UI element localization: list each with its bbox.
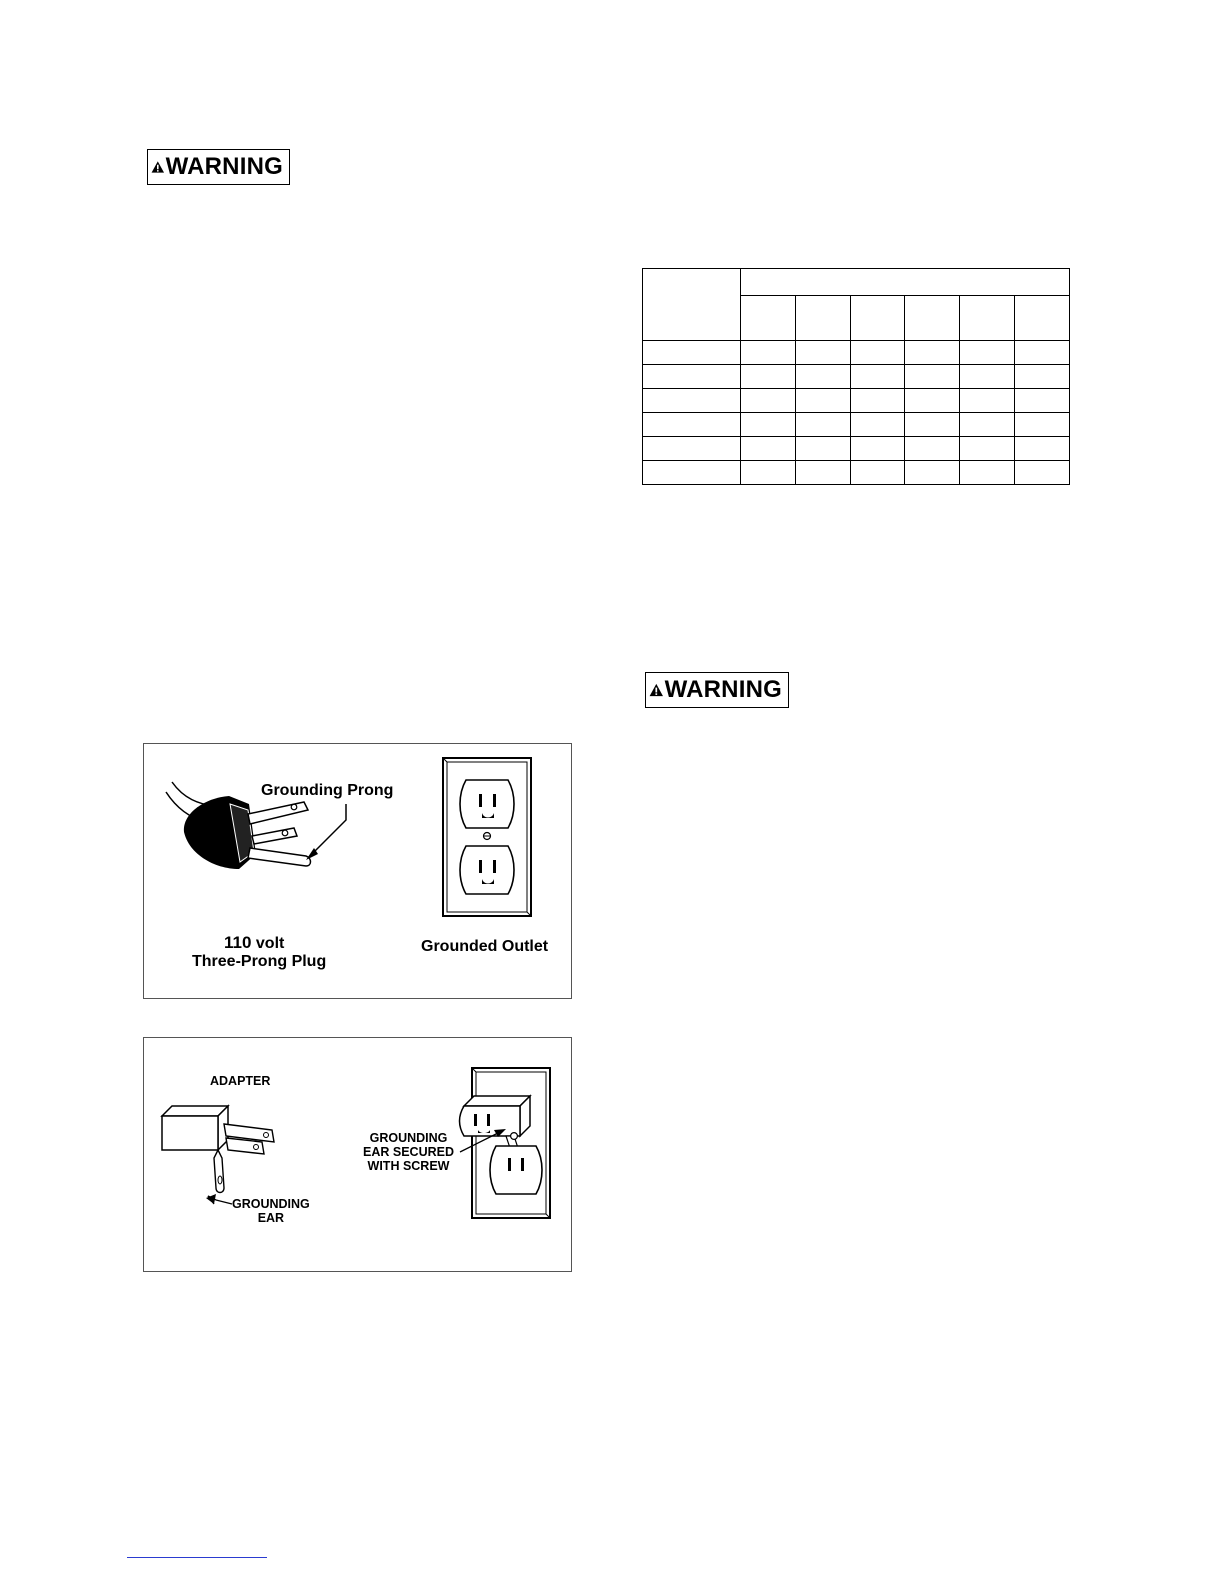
grounding-ear-label xyxy=(232,1197,310,1225)
footer-rule xyxy=(127,1557,267,1558)
plug-outlet-figure xyxy=(143,743,572,999)
table-row xyxy=(643,437,1070,461)
table-header-cell xyxy=(1015,296,1070,341)
adapter-figure xyxy=(143,1037,572,1272)
ear-secured-line: WITH SCREW xyxy=(367,1159,450,1173)
voltage-text xyxy=(224,933,284,953)
table-header-cell xyxy=(960,296,1015,341)
ear-secured-label xyxy=(363,1131,454,1173)
outlet-with-adapter-illustration xyxy=(144,1038,573,1273)
grounding-ear-line: GROUNDING xyxy=(232,1197,310,1211)
table-header-cell xyxy=(905,296,960,341)
table-row xyxy=(643,365,1070,389)
warning-badge xyxy=(645,672,789,708)
warning-label: WARNING xyxy=(165,153,283,180)
table-header-cell xyxy=(741,296,796,341)
warning-triangle-icon xyxy=(649,679,664,701)
grounding-prong-label: Grounding Prong xyxy=(261,782,394,799)
voltage-number: 110 xyxy=(224,933,252,952)
table-header-cell xyxy=(850,296,905,341)
table-row xyxy=(643,389,1070,413)
table-header-cell xyxy=(741,269,1070,296)
warning-label: WARNING xyxy=(664,676,782,703)
table-row xyxy=(643,413,1070,437)
ear-secured-line: GROUNDING xyxy=(369,1131,448,1145)
table-header-cell xyxy=(795,296,850,341)
plug-type-label: Three-Prong Plug xyxy=(192,953,327,970)
grounding-ear-line: EAR xyxy=(257,1211,285,1225)
extension-cord-table xyxy=(642,268,1070,485)
table-header-cell xyxy=(643,269,741,341)
table-row xyxy=(643,461,1070,485)
table-row xyxy=(643,341,1070,365)
warning-triangle-icon xyxy=(151,156,165,178)
ear-secured-line: EAR SECURED xyxy=(363,1145,454,1159)
outlet-label: Grounded Outlet xyxy=(421,938,549,955)
adapter-label: ADAPTER xyxy=(210,1074,271,1088)
warning-badge xyxy=(147,149,290,185)
voltage-unit: volt xyxy=(255,935,285,952)
